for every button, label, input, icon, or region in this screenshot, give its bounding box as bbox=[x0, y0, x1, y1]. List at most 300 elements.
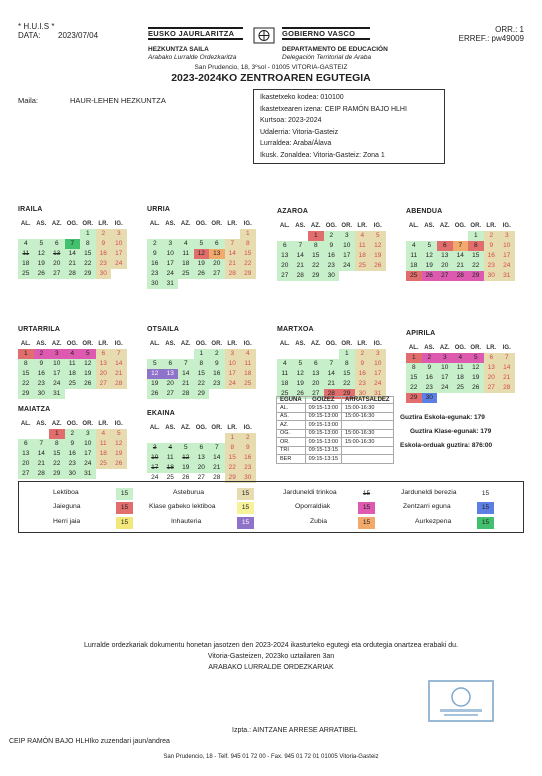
calendar-day: 25 bbox=[178, 269, 194, 279]
hours-row bbox=[277, 404, 394, 413]
weekday-header: IG. bbox=[502, 223, 511, 229]
calendar-day: 26 bbox=[147, 389, 163, 399]
empty-day bbox=[209, 433, 225, 443]
calendar-day: 17 bbox=[339, 251, 355, 261]
calendar-day: 16 bbox=[484, 251, 500, 261]
calendar-day: 6 bbox=[308, 359, 324, 369]
weekday-header: AL. bbox=[149, 341, 160, 347]
calendar-day: 3 bbox=[80, 429, 96, 439]
weekday-header: AL. bbox=[279, 223, 290, 229]
calendar-day: 10 bbox=[49, 359, 65, 369]
weekday-header: IG. bbox=[243, 425, 252, 431]
weekday-header: OG. bbox=[325, 341, 337, 347]
hours-row bbox=[277, 455, 394, 464]
calendar-day: 10 bbox=[147, 453, 163, 463]
weekday-header: IG. bbox=[114, 421, 123, 427]
month-grid bbox=[277, 221, 401, 281]
total-school-days: Guztira Eskola-egunak: 179 bbox=[400, 414, 485, 421]
hours-cell: 09:15-13:15 bbox=[305, 446, 341, 455]
erref-label: ERREF.: pw49009 bbox=[458, 34, 524, 43]
calendar-day: 30 bbox=[324, 271, 340, 281]
calendar-day: 7 bbox=[293, 241, 309, 251]
calendar-day: 28 bbox=[225, 269, 241, 279]
calendar-day: 6 bbox=[18, 439, 34, 449]
calendar-day: 29 bbox=[225, 473, 241, 483]
weekday-header: OG. bbox=[195, 425, 207, 431]
calendar-day: 30 bbox=[147, 279, 163, 289]
calendar-day: 27 bbox=[96, 379, 112, 389]
calendar-day: 5 bbox=[34, 239, 50, 249]
hours-cell: AS. bbox=[277, 412, 306, 421]
calendar-day: 7 bbox=[65, 239, 81, 249]
calendar-day: 4 bbox=[163, 443, 179, 453]
calendar-day: 6 bbox=[209, 239, 225, 249]
calendar-day: 23 bbox=[34, 379, 50, 389]
calendar-day: 24 bbox=[339, 261, 355, 271]
calendar-day: 13 bbox=[308, 369, 324, 379]
weekday-header: IG. bbox=[114, 221, 123, 227]
calendar-day: 15 bbox=[308, 251, 324, 261]
calendar-day: 23 bbox=[240, 463, 256, 473]
calendar-day: 25 bbox=[166, 474, 174, 481]
calendar-day: 14 bbox=[499, 363, 515, 373]
calendar-day: 17 bbox=[163, 259, 179, 269]
calendar-day: 20 bbox=[163, 379, 179, 389]
calendar-day: 13 bbox=[194, 453, 210, 463]
calendar-day: 23 bbox=[324, 261, 340, 271]
calendar-day: 6 bbox=[49, 239, 65, 249]
legend-swatch: 15 bbox=[116, 502, 133, 514]
legend-swatch: 15 bbox=[237, 502, 254, 514]
calendar-day: 7 bbox=[324, 359, 340, 369]
calendar-day: 14 bbox=[324, 369, 340, 379]
weekday-header: LR. bbox=[98, 341, 109, 347]
legend-label: Klase gabeko lektiboa bbox=[149, 503, 216, 510]
calendar-day: 24 bbox=[151, 474, 159, 481]
calendar-day: 15 bbox=[194, 369, 210, 379]
calendar-day: 8 bbox=[80, 239, 96, 249]
weekday-header: OR. bbox=[82, 421, 94, 427]
calendar-day: 18 bbox=[240, 369, 256, 379]
calendar-day: 3 bbox=[147, 443, 163, 453]
empty-day bbox=[147, 229, 163, 239]
legend-swatch: 15 bbox=[116, 517, 133, 529]
weekday-header: AZ. bbox=[439, 345, 450, 351]
calendar-day: 20 bbox=[277, 261, 293, 271]
calendar-day: 11 bbox=[178, 249, 194, 259]
calendar-day: 22 bbox=[80, 259, 96, 269]
calendar-day: 25 bbox=[240, 379, 256, 389]
calendar-day: 21 bbox=[111, 369, 127, 379]
calendar-day: 17 bbox=[80, 449, 96, 459]
calendar-day: 16 bbox=[240, 453, 256, 463]
calendar-day: 26 bbox=[34, 269, 50, 279]
calendar-day: 8 bbox=[225, 443, 241, 453]
calendar-day: 25 bbox=[453, 383, 469, 393]
approval-para: Lurralde ordezkariak dokumentu honetan jasotzen den 2023-2024 ikasturteko egutegi eta ordutegia onartzea erabaki du. bbox=[84, 642, 458, 649]
weekday-header: LR. bbox=[227, 425, 238, 431]
calendar-day: 11 bbox=[406, 251, 422, 261]
calendar-day: 22 bbox=[406, 383, 422, 393]
month-title: AZAROA bbox=[277, 208, 309, 215]
calendar-day: 10 bbox=[111, 239, 127, 249]
calendar-day: 22 bbox=[194, 379, 210, 389]
calendar-day: 31 bbox=[80, 469, 96, 479]
calendar-day: 5 bbox=[111, 429, 127, 439]
calendar-day: 13 bbox=[49, 249, 65, 259]
weekday-header: LR. bbox=[227, 341, 238, 347]
empty-day bbox=[324, 349, 340, 359]
weekday-header: OR. bbox=[82, 221, 94, 227]
month-title: MAIATZA bbox=[18, 406, 51, 413]
date-label: DATA: bbox=[18, 31, 41, 40]
maila-label: Maila: bbox=[18, 96, 39, 105]
calendar-day: 25 bbox=[65, 379, 81, 389]
weekday-header: OR. bbox=[470, 345, 482, 351]
calendar-day: 27 bbox=[437, 271, 453, 281]
calendar-day: 29 bbox=[240, 269, 256, 279]
weekday-header: OR. bbox=[341, 223, 353, 229]
calendar-day: 3 bbox=[339, 231, 355, 241]
weekday-header: LR. bbox=[486, 223, 497, 229]
month-abendua bbox=[406, 208, 530, 281]
calendar-day: 17 bbox=[370, 369, 386, 379]
empty-day bbox=[437, 231, 453, 241]
calendar-day: 22 bbox=[468, 261, 484, 271]
calendar-day: 28 bbox=[111, 379, 127, 389]
huis-label: * H.U.I.S * bbox=[18, 22, 55, 31]
calendar-day: 29 bbox=[308, 271, 324, 281]
calendar-day: 13 bbox=[277, 251, 293, 261]
legend-label: Oporraldiak bbox=[295, 503, 331, 510]
calendar-day: 18 bbox=[96, 449, 112, 459]
hours-header-day: EGUNA bbox=[277, 397, 306, 404]
calendar-day: 30 bbox=[65, 469, 81, 479]
calendar-day: 23 bbox=[147, 269, 163, 279]
calendar-day: 4 bbox=[453, 353, 469, 363]
calendar-day: 12 bbox=[34, 249, 50, 259]
calendar-day: 3 bbox=[111, 229, 127, 239]
calendar-day: 14 bbox=[209, 453, 225, 463]
calendar-day: 19 bbox=[194, 259, 210, 269]
signed-by: Izpta.: AINTZANE ARRESE ARRATIBEL bbox=[232, 727, 358, 734]
calendar-day: 11 bbox=[163, 453, 179, 463]
empty-day bbox=[453, 231, 469, 241]
calendar-day: 16 bbox=[147, 259, 163, 269]
calendar-day: 4 bbox=[355, 231, 371, 241]
calendar-day: 28 bbox=[65, 269, 81, 279]
calendar-day: 24 bbox=[163, 269, 179, 279]
weekday-header: AL. bbox=[149, 221, 160, 227]
calendar-day: 19 bbox=[370, 251, 386, 261]
address-line: San Prudencio, 18, 3ºsol - 01005 VITORIA-GASTEIZ bbox=[194, 64, 348, 71]
calendar-day: 26 bbox=[370, 261, 386, 271]
calendar-day: 19 bbox=[468, 373, 484, 383]
weekday-header: AZ. bbox=[180, 425, 191, 431]
calendar-day: 24 bbox=[80, 459, 96, 469]
weekday-header: IG. bbox=[502, 345, 511, 351]
hours-row bbox=[277, 421, 394, 430]
dept-es: DEPARTAMENTO DE EDUCACIÓN bbox=[282, 46, 388, 53]
empty-day bbox=[18, 229, 34, 239]
calendar-day: 1 bbox=[339, 349, 355, 359]
calendar-day: 12 bbox=[111, 439, 127, 449]
empty-day bbox=[194, 229, 210, 239]
calendar-day: 9 bbox=[209, 359, 225, 369]
calendar-day: 20 bbox=[96, 369, 112, 379]
weekday-header: IG. bbox=[243, 221, 252, 227]
hours-cell: 09:15-13:00 bbox=[305, 412, 341, 421]
calendar-day: 15 bbox=[406, 373, 422, 383]
calendar-day: 8 bbox=[308, 241, 324, 251]
calendar-day: 23 bbox=[355, 379, 371, 389]
hours-cell bbox=[342, 455, 394, 464]
calendar-day: 21 bbox=[178, 379, 194, 389]
calendar-day: 25 bbox=[355, 261, 371, 271]
weekday-header: LR. bbox=[98, 421, 109, 427]
calendar-day: 13 bbox=[18, 449, 34, 459]
calendar-day: 3 bbox=[437, 353, 453, 363]
hours-cell: 15:00-16:30 bbox=[342, 404, 394, 413]
calendar-day: 12 bbox=[147, 369, 163, 379]
calendar-day: 9 bbox=[34, 359, 50, 369]
weekday-header: LR. bbox=[486, 345, 497, 351]
calendar-day: 4 bbox=[240, 349, 256, 359]
calendar-day: 10 bbox=[370, 359, 386, 369]
info-line: Ikastetxearen izena: CEIP RAMÓN BAJO HLHI bbox=[260, 105, 407, 113]
maila-value: HAUR-LEHEN HEZKUNTZA bbox=[70, 96, 166, 105]
calendar-day: 26 bbox=[194, 269, 210, 279]
calendar-day: 30 bbox=[34, 389, 50, 399]
legend-swatch: 15 bbox=[477, 517, 494, 529]
month-title: MARTXOA bbox=[277, 326, 314, 333]
calendar-day: 29 bbox=[80, 269, 96, 279]
calendar-day: 12 bbox=[178, 453, 194, 463]
empty-day bbox=[65, 229, 81, 239]
weekday-header: OG. bbox=[66, 221, 78, 227]
weekday-header: AL. bbox=[408, 345, 419, 351]
calendar-day: 16 bbox=[355, 369, 371, 379]
empty-day bbox=[147, 349, 163, 359]
weekday-header: LR. bbox=[98, 221, 109, 227]
weekday-header: OG. bbox=[195, 221, 207, 227]
calendar-day: 4 bbox=[178, 239, 194, 249]
calendar-day: 15 bbox=[80, 249, 96, 259]
calendar-day: 20 bbox=[49, 259, 65, 269]
calendar-day: 9 bbox=[240, 443, 256, 453]
calendar-day: 14 bbox=[65, 249, 81, 259]
legend-swatch: 15 bbox=[116, 488, 133, 500]
calendar-day: 16 bbox=[422, 373, 438, 383]
calendar-day: 24 bbox=[49, 379, 65, 389]
hours-cell: 09:15-13:00 bbox=[305, 421, 341, 430]
weekday-header: OG. bbox=[325, 223, 337, 229]
calendar-day: 2 bbox=[209, 349, 225, 359]
calendar-day: 27 bbox=[49, 269, 65, 279]
calendar-day: 4 bbox=[277, 359, 293, 369]
legend-swatch: 15 bbox=[237, 488, 254, 500]
weekday-header: AZ. bbox=[180, 341, 191, 347]
calendar-day: 9 bbox=[65, 439, 81, 449]
weekday-header: LR. bbox=[227, 221, 238, 227]
hours-cell: 15:00-16:30 bbox=[342, 438, 394, 447]
calendar-day: 14 bbox=[111, 359, 127, 369]
calendar-day: 11 bbox=[18, 249, 34, 259]
weekday-header: AS. bbox=[295, 341, 306, 347]
calendar-day: 12 bbox=[468, 363, 484, 373]
calendar-day: 22 bbox=[339, 379, 355, 389]
weekday-header: AL. bbox=[149, 425, 160, 431]
weekday-header: OG. bbox=[66, 341, 78, 347]
empty-day bbox=[194, 433, 210, 443]
calendar-day: 7 bbox=[111, 349, 127, 359]
calendar-day: 12 bbox=[80, 359, 96, 369]
calendar-day: 14 bbox=[34, 449, 50, 459]
weekday-header: OR. bbox=[211, 221, 223, 227]
month-grid bbox=[18, 419, 142, 479]
hours-cell: 15:00-16:30 bbox=[342, 412, 394, 421]
calendar-day: 22 bbox=[225, 463, 241, 473]
weekday-header: AL. bbox=[20, 221, 31, 227]
empty-day bbox=[178, 229, 194, 239]
calendar-day: 1 bbox=[194, 349, 210, 359]
weekday-header: AL. bbox=[279, 341, 290, 347]
info-line: Kurtsoa: 2023-2024 bbox=[260, 117, 322, 124]
calendar-day: 29 bbox=[406, 393, 422, 403]
calendar-day: 19 bbox=[80, 369, 96, 379]
empty-day bbox=[49, 229, 65, 239]
calendar-day: 9 bbox=[147, 249, 163, 259]
calendar-day: 8 bbox=[339, 359, 355, 369]
calendar-day: 17 bbox=[111, 249, 127, 259]
calendar-day: 14 bbox=[178, 369, 194, 379]
calendar-day: 27 bbox=[308, 389, 324, 399]
date-value: 2023/07/04 bbox=[58, 31, 99, 40]
empty-day bbox=[178, 349, 194, 359]
weekday-header: OR. bbox=[341, 341, 353, 347]
weekday-header: AS. bbox=[36, 221, 47, 227]
month-title: EKAINA bbox=[147, 410, 176, 417]
calendar-day: 5 bbox=[293, 359, 309, 369]
calendar-day: 7 bbox=[34, 439, 50, 449]
calendar-day: 9 bbox=[96, 239, 112, 249]
calendar-day: 31 bbox=[499, 271, 515, 281]
hours-table bbox=[276, 396, 394, 464]
calendar-day: 20 bbox=[437, 261, 453, 271]
calendar-day: 31 bbox=[163, 279, 179, 289]
empty-day bbox=[293, 349, 309, 359]
hours-cell: OR. bbox=[277, 438, 306, 447]
hours-row bbox=[277, 429, 394, 438]
calendar-day: 8 bbox=[49, 439, 65, 449]
calendar-day: 18 bbox=[163, 463, 179, 473]
calendar-day: 5 bbox=[468, 353, 484, 363]
calendar-day: 26 bbox=[293, 389, 309, 399]
calendar-day: 16 bbox=[209, 369, 225, 379]
calendar-day: 14 bbox=[453, 251, 469, 261]
hours-cell: BER bbox=[277, 455, 306, 464]
calendar-day: 31 bbox=[49, 389, 65, 399]
hours-row bbox=[277, 438, 394, 447]
calendar-day: 1 bbox=[240, 229, 256, 239]
calendar-day: 1 bbox=[18, 349, 34, 359]
official-stamp bbox=[428, 680, 494, 722]
weekday-header: AS. bbox=[424, 345, 435, 351]
empty-day bbox=[34, 429, 50, 439]
empty-day bbox=[163, 349, 179, 359]
calendar-day: 29 bbox=[468, 271, 484, 281]
weekday-header: IG. bbox=[373, 341, 382, 347]
calendar-day: 20 bbox=[484, 373, 500, 383]
calendar-day: 1 bbox=[225, 433, 241, 443]
calendar-day: 1 bbox=[468, 231, 484, 241]
hours-cell: 09:15-13:00 bbox=[305, 404, 341, 413]
calendar-day: 30 bbox=[96, 269, 112, 279]
calendar-day: 25 bbox=[406, 271, 422, 281]
calendar-day: 15 bbox=[468, 251, 484, 261]
calendar-day: 22 bbox=[308, 261, 324, 271]
calendar-day: 2 bbox=[34, 349, 50, 359]
calendar-day: 28 bbox=[213, 474, 221, 481]
calendar-day: 28 bbox=[499, 383, 515, 393]
calendar-day: 2 bbox=[324, 231, 340, 241]
calendar-day: 7 bbox=[225, 239, 241, 249]
weekday-header: AS. bbox=[165, 425, 176, 431]
calendar-day: 2 bbox=[240, 433, 256, 443]
calendar-day: 15 bbox=[49, 449, 65, 459]
weekday-header: OG. bbox=[454, 345, 466, 351]
calendar-day: 23 bbox=[209, 379, 225, 389]
calendar-day: 22 bbox=[240, 259, 256, 269]
calendar-day: 7 bbox=[178, 359, 194, 369]
calendar-day: 15 bbox=[18, 369, 34, 379]
empty-day bbox=[277, 231, 293, 241]
dept-eu: HEZKUNTZA SAILA bbox=[148, 46, 209, 53]
month-ekaina bbox=[147, 410, 271, 483]
hours-cell: 09:15-13:00 bbox=[305, 429, 341, 438]
calendar-day: 21 bbox=[65, 259, 81, 269]
calendar-day: 5 bbox=[370, 231, 386, 241]
calendar-day: 2 bbox=[65, 429, 81, 439]
gov-es: GOBIERNO VASCO bbox=[282, 29, 356, 38]
weekday-header: IG. bbox=[114, 341, 123, 347]
calendar-day: 27 bbox=[277, 271, 293, 281]
calendar-day: 19 bbox=[147, 379, 163, 389]
gov-eu: EUSKO JAURLARITZA bbox=[148, 29, 235, 38]
calendar-day: 30 bbox=[240, 473, 256, 483]
legend-label: Lektiboa bbox=[53, 489, 79, 496]
weekday-header: AZ. bbox=[51, 221, 62, 227]
hours-cell: 09:15-13:00 bbox=[305, 438, 341, 447]
calendar-day: 4 bbox=[406, 241, 422, 251]
weekday-header: IG. bbox=[243, 341, 252, 347]
legend bbox=[18, 481, 524, 533]
empty-day bbox=[422, 231, 438, 241]
calendar-day: 11 bbox=[96, 439, 112, 449]
calendar-day: 21 bbox=[225, 259, 241, 269]
dept-eu-sub: Arabako Lurralde Ordezkaritza bbox=[148, 54, 237, 61]
calendar-day: 3 bbox=[499, 231, 515, 241]
calendar-day: 13 bbox=[437, 251, 453, 261]
calendar-day: 19 bbox=[293, 379, 309, 389]
weekday-header: AS. bbox=[295, 223, 306, 229]
hours-cell: AZ. bbox=[277, 421, 306, 430]
calendar-day: 21 bbox=[324, 379, 340, 389]
calendar-day: 9 bbox=[422, 363, 438, 373]
calendar-day: 27 bbox=[484, 383, 500, 393]
weekday-header: AZ. bbox=[180, 221, 191, 227]
calendar-day: 5 bbox=[194, 239, 210, 249]
